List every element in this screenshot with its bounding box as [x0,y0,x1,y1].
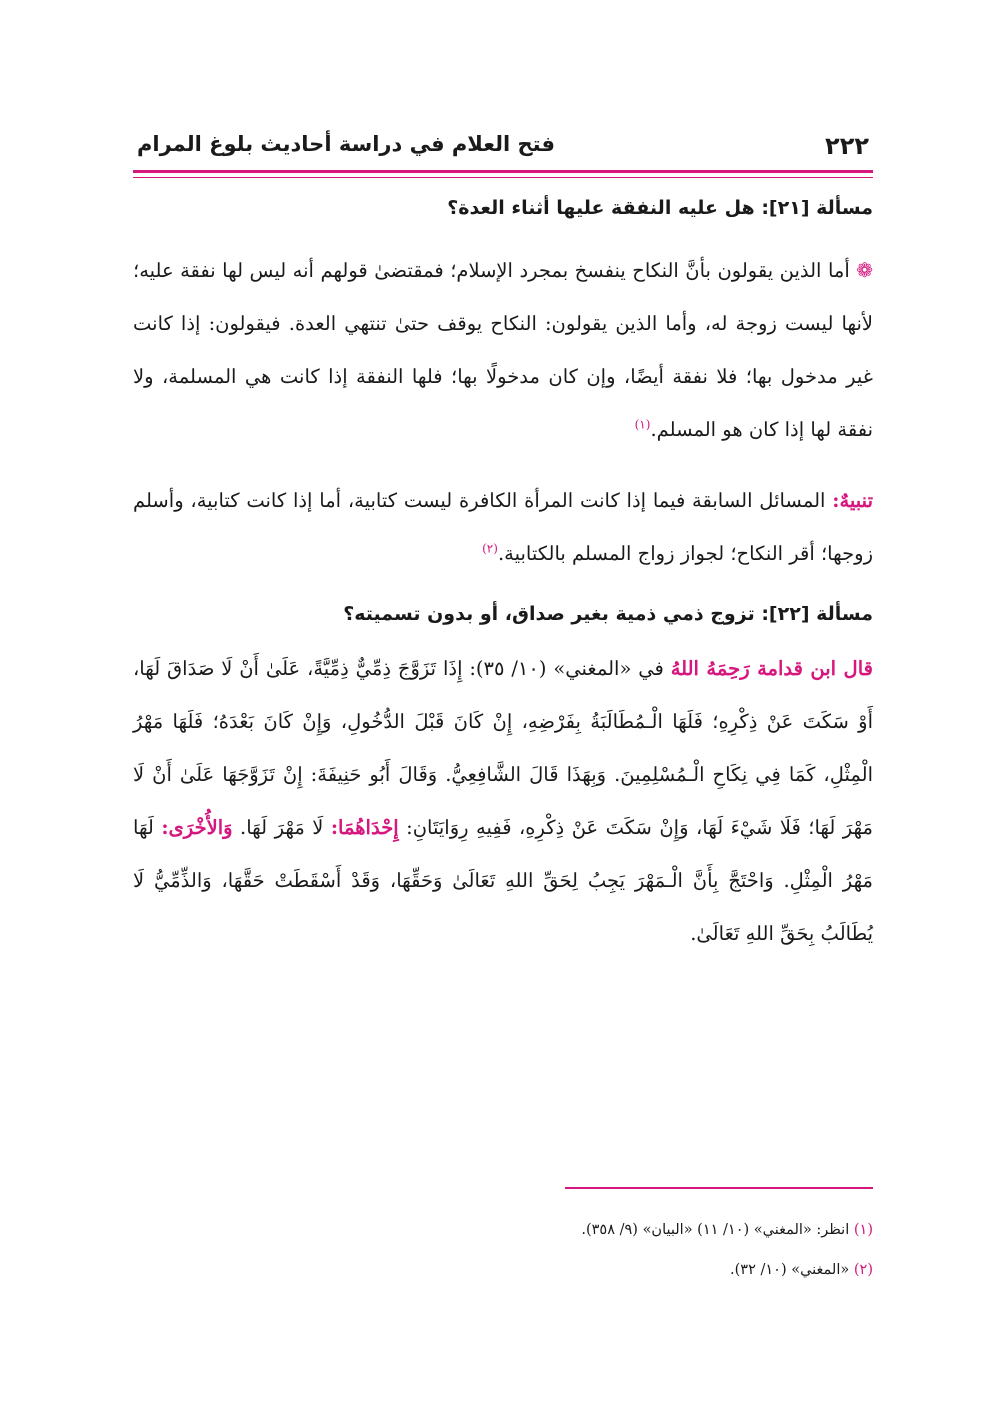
speaker-name: قال ابن قدامة رَحِمَهُ اللهُ [670,657,873,680]
footnote-marker-2[interactable]: (٢) [482,541,498,556]
footnote-2-number: (٢) [853,1262,873,1278]
page-body [133,188,873,960]
issue-22-heading: مسألة [٢٢]: تزوج ذمي ذمية بغير صداق، أو بدون تسميته؟ [343,603,873,625]
page-header [133,128,873,168]
footnotes [133,1210,873,1290]
quote-text-c: لَهَا مَهْرُ الْمِثْلِ. وَاحْتَجَّ بِأَنَّ الْـمَهْرَ يَجِبُ لِحَقِّ اللهِ تَعَالَىٰ وَحَقِّهَا، وَقَدْ أَسْقَطَتْ حَقَّهَا، وَالذِّمِّيُّ لَا يُطَالَبُ بِحَقِّ اللهِ تَعَالَىٰ. [133,816,873,945]
narration-one-label: إِحْدَاهُمَا: [330,816,399,839]
narration-other-label: وَالأُخْرَى: [161,816,233,839]
quote-text-a: في «المغني» (١٠/ ٣٥): إِذَا تَزَوَّجَ ذِمِّيٌّ ذِمِّيَّةً، عَلَىٰ أَنْ لَا صَدَاقَ لَهَا، أَوْ سَكَتَ عَنْ ذِكْرِهِ؛ فَلَهَا الْـمُطَالَبَةُ بِفَرْضِهِ، إِنْ كَانَ قَبْلَ الدُّخُولِ، وَإِنْ كَانَ بَعْدَهُ؛ فَلَهَا مَهْرُ الْمِثْلِ، كَمَا فِي نِكَاحِ الْـمُسْلِمِينَ. وَبِهَذَا قَالَ الشَّافِعِيُّ. وَقَالَ أَبُو حَنِيفَةَ: إِنْ تَزَوَّجَهَا عَلَىٰ أَنْ لَا مَهْرَ لَهَا؛ فَلَا شَيْءَ لَهَا، وَإِنْ سَكَتَ عَنْ ذِكْرِهِ، فَفِيهِ رِوَايَتَانِ: [133,657,873,839]
book-title: فتح العلام في دراسة أحاديث بلوغ المرام [137,132,555,156]
issue-21-heading: مسألة [٢١]: هل عليه النفقة عليها أثناء العدة؟ [447,197,873,219]
footnote-marker-1[interactable]: (١) [634,417,651,432]
header-rule-thick [133,170,873,173]
note-label: تنبيهٌ: [832,489,873,512]
note-paragraph [133,474,873,580]
flower-ornament-icon: ❁ [856,258,874,282]
footnote-1-text: انظر: «المغني» (١٠/ ١١) «البيان» (٩/ ٣٥٨). [581,1222,850,1238]
issue-21-paragraph [133,244,873,456]
footnote-1 [133,1210,873,1250]
footnote-2 [133,1250,873,1290]
quote-text-b: لَا مَهْرَ لَهَا. [240,816,324,839]
footnote-1-number: (١) [853,1222,873,1238]
issue-22-paragraph [133,642,873,960]
header-rule-thin [133,177,873,178]
footnote-2-text: «المغني» (١٠/ ٣٢). [730,1262,850,1278]
issue-21-text: أما الذين يقولون بأنَّ النكاح ينفسخ بمجرد الإسلام؛ فمقتضىٰ قولهم أنه ليس لها نفقة عليه؛ لأنها ليست زوجة له، وأما الذين يقولون: النكاح يوقف حتىٰ تنتهي العدة. فيقولون: إذا كانت غير مدخول بها؛ فلا نفقة أيضًا، وإن كان مدخولًا بها؛ فلها النفقة إذا كانت هي المسلمة، ولا نفقة لها إذا كان هو المسلم. [133,259,873,441]
footnote-separator [565,1187,873,1189]
note-text: المسائل السابقة فيما إذا كانت المرأة الكافرة ليست كتابية، أما إذا كانت كتابية، وأسلم زوجها؛ أقر النكاح؛ لجواز زواج المسلم بالكتابية. [133,489,873,565]
page-number: ٢٢٢ [825,132,869,160]
